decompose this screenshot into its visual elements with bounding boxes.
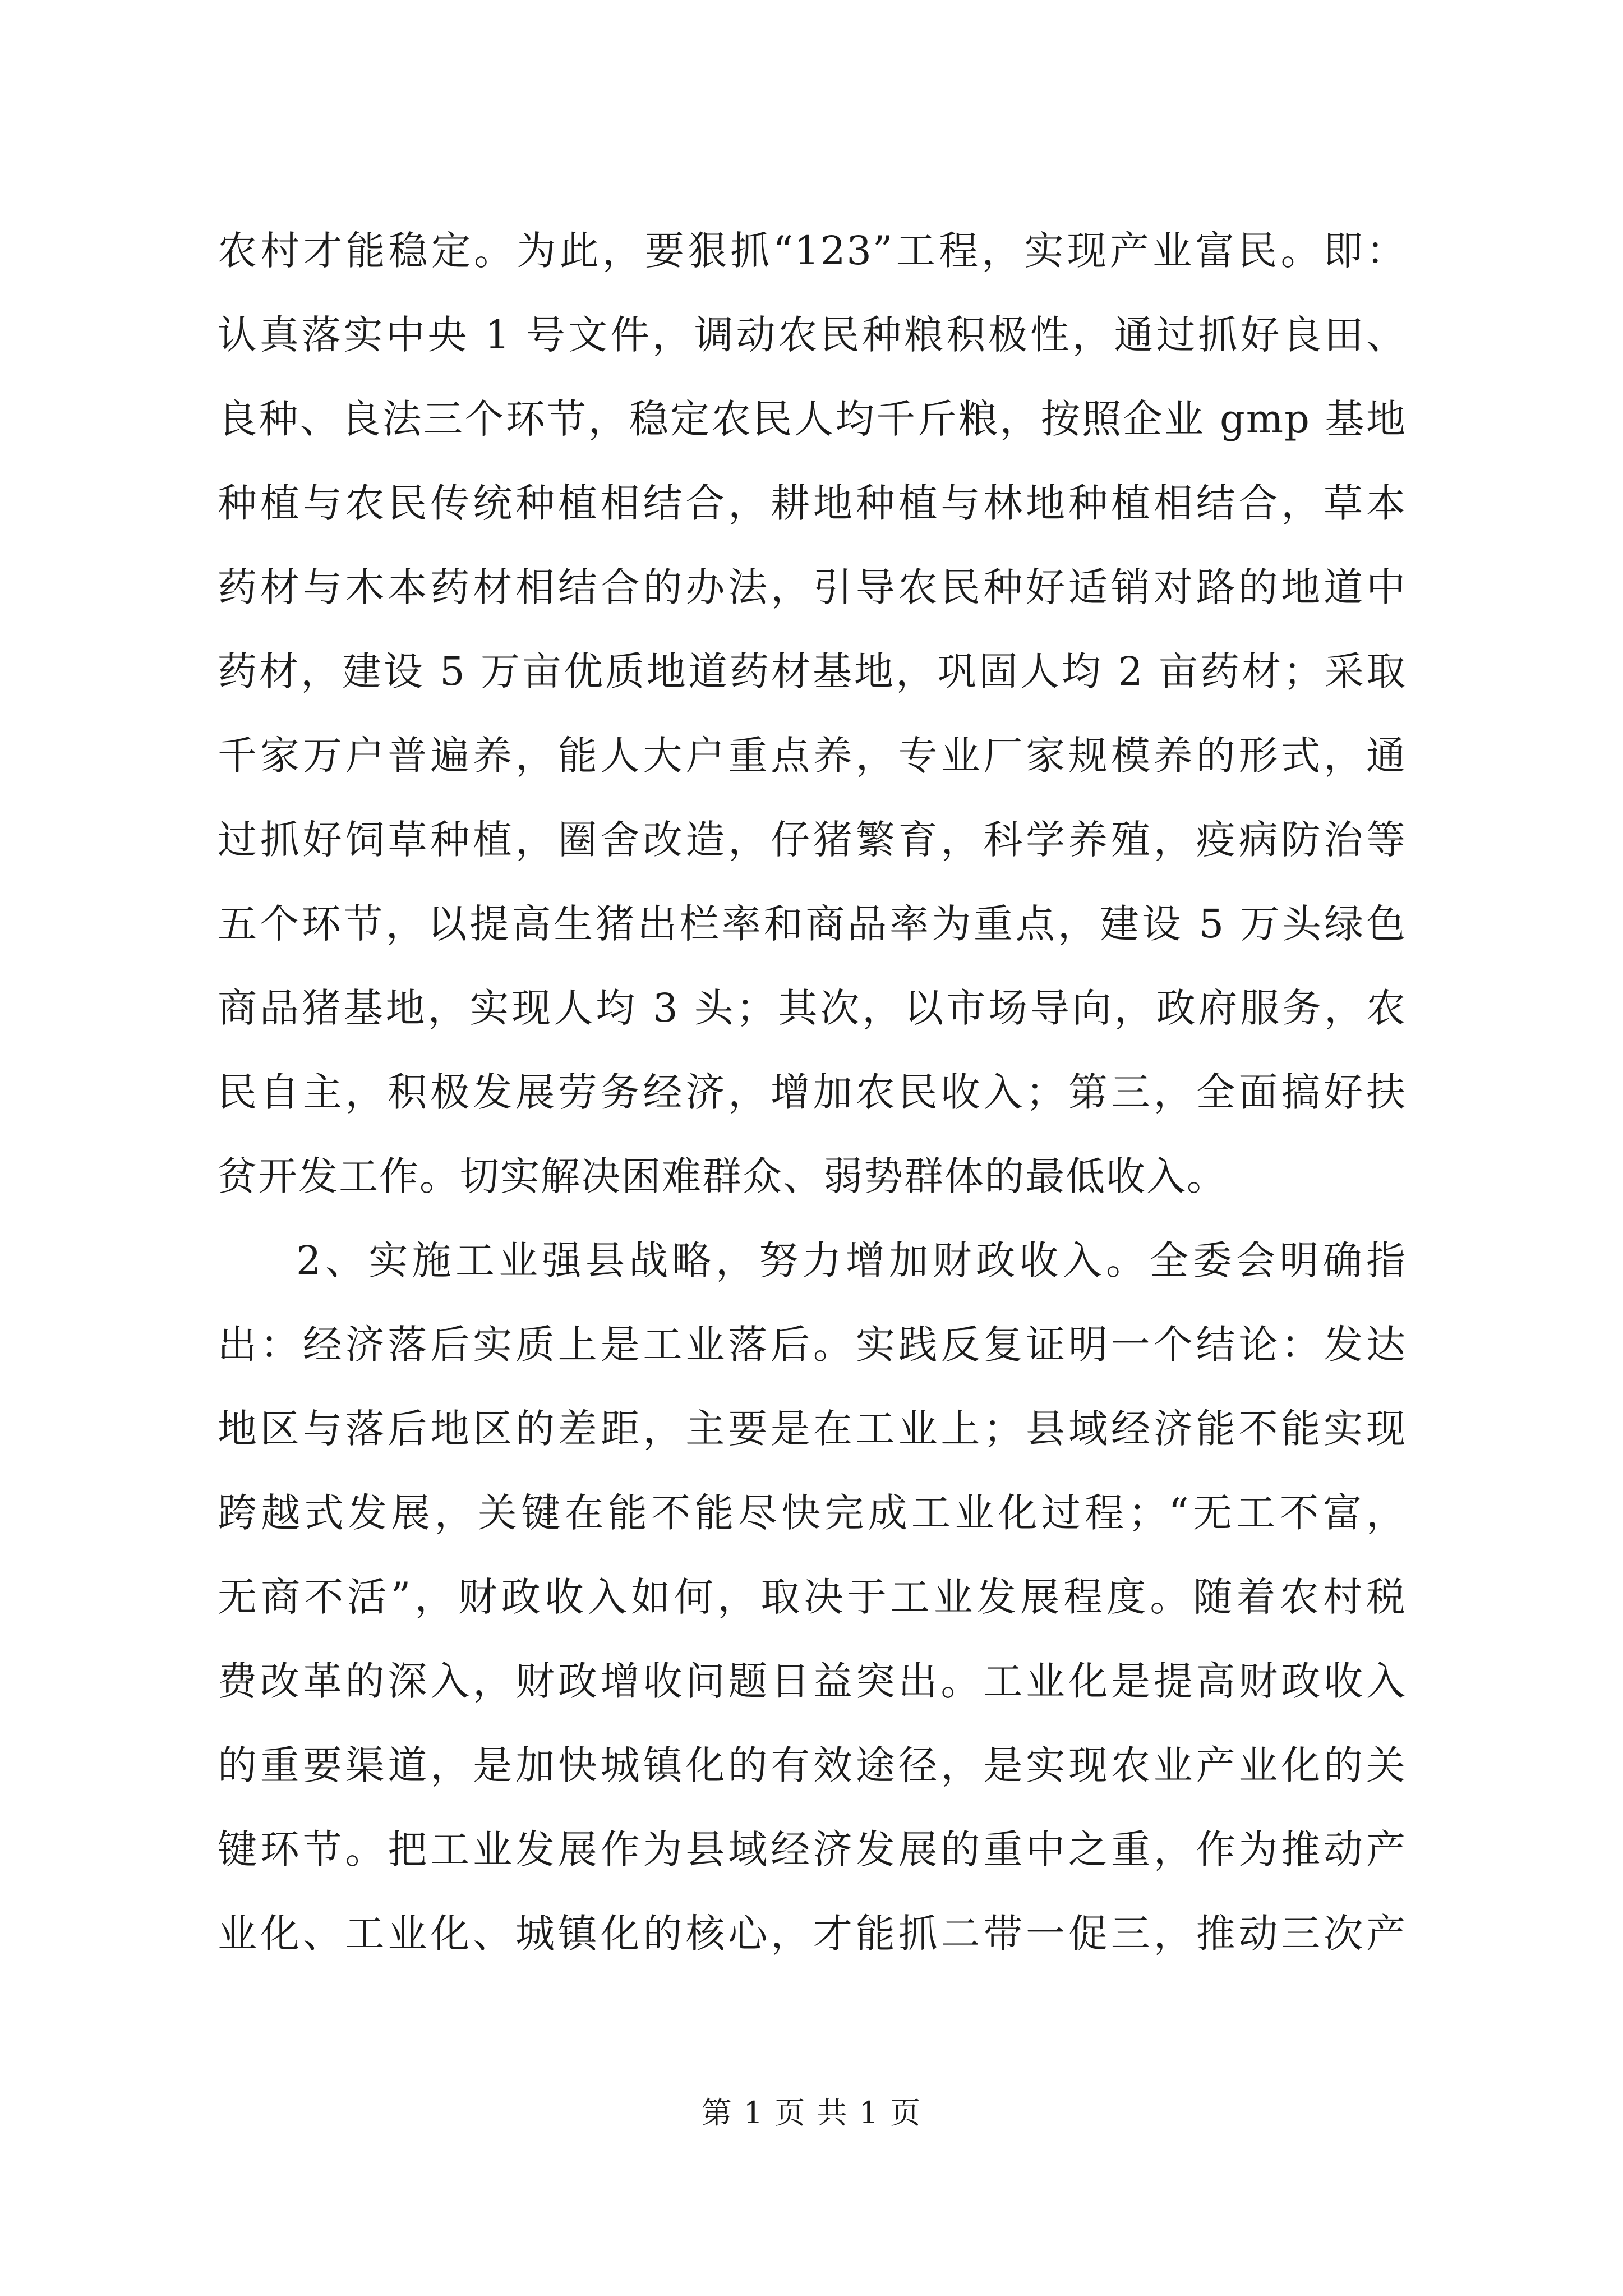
text-line: 认真落实中央 1 号文件，调动农民种粮积极性，通过抓好良田、: [218, 312, 1407, 358]
paragraph-1: [218, 209, 1407, 1218]
text-line: 出：经济落后实质上是工业落后。实践反复证明一个结论：发达: [218, 1322, 1407, 1368]
text-line: 2、实施工业强县战略，努力增加财政收入。全委会明确指: [296, 1237, 1407, 1283]
text-line: 贫开发工作。切实解决困难群众、弱势群体的最低收入。: [218, 1153, 1227, 1199]
text-line: 千家万户普遍养，能人大户重点养，专业厂家规模养的形式，通: [218, 733, 1407, 779]
paragraph-2: [218, 1218, 1407, 1976]
text-line: 过抓好饲草种植，圈舍改造，仔猪繁育，科学养殖，疫病防治等: [218, 817, 1407, 863]
text-line: 的重要渠道，是加快城镇化的有效途径，是实现农业产业化的关: [218, 1742, 1407, 1788]
text-line: 地区与落后地区的差距，主要是在工业上；县域经济能不能实现: [218, 1406, 1407, 1452]
text-line: 商品猪基地，实现人均 3 头；其次，以市场导向，政府服务，农: [218, 985, 1407, 1031]
text-line: 药材，建设 5 万亩优质地道药材基地，巩固人均 2 亩药材；采取: [218, 648, 1407, 694]
text-line: 五个环节，以提高生猪出栏率和商品率为重点，建设 5 万头绿色: [218, 901, 1407, 947]
text-line: 费改革的深入，财政增收问题日益突出。工业化是提高财政收入: [218, 1658, 1407, 1704]
text-line: 业化、工业化、城镇化的核心，才能抓二带一促三，推动三次产: [218, 1911, 1407, 1957]
text-line: 农村才能稳定。为此，要狠抓“123”工程，实现产业富民。即：: [218, 228, 1407, 274]
text-line: 键环节。把工业发展作为县域经济发展的重中之重，作为推动产: [218, 1826, 1407, 1872]
text-line: 民自主，积极发展劳务经济，增加农民收入；第三，全面搞好扶: [218, 1069, 1407, 1115]
page-number-footer: 第 1 页 共 1 页: [701, 2095, 922, 2131]
text-line: 种植与农民传统种植相结合，耕地种植与林地种植相结合，草本: [218, 480, 1407, 526]
text-line: 药材与木本药材相结合的办法，引导农民种好适销对路的地道中: [218, 564, 1407, 610]
text-line: 良种、良法三个环节，稳定农民人均千斤粮，按照企业 gmp 基地: [218, 396, 1407, 442]
text-line: 无商不活”，财政收入如何，取决于工业发展程度。随着农村税: [218, 1574, 1407, 1620]
document-body: [218, 209, 1407, 1976]
text-line: 跨越式发展，关键在能不能尽快完成工业化过程；“无工不富，: [218, 1490, 1407, 1536]
